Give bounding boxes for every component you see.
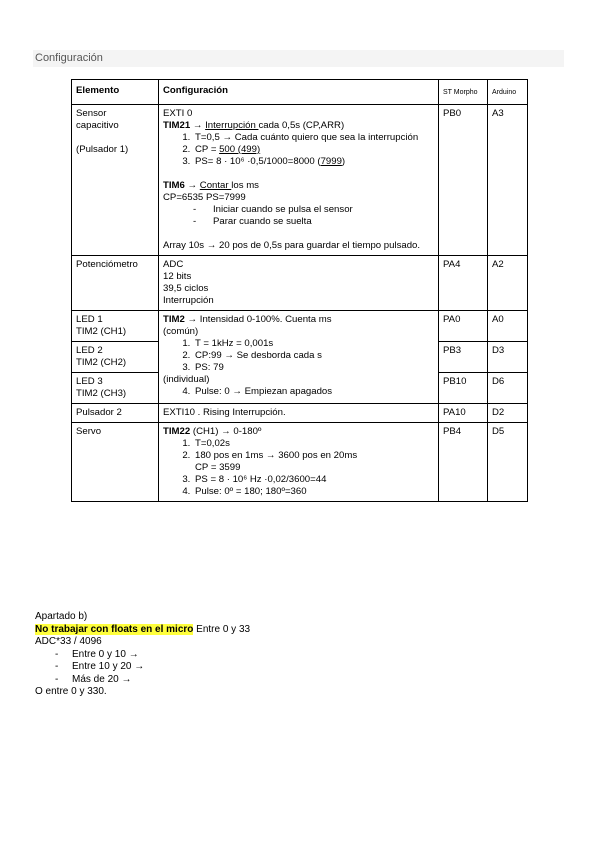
list-item: 3. PS = 8 · 10⁶ Hz ·0,02/3600=44 bbox=[193, 474, 434, 486]
leds-tim2-line bbox=[163, 314, 434, 326]
cell-servo-element: Servo bbox=[72, 423, 159, 502]
list-item bbox=[193, 450, 434, 474]
sensor-array-note: Array 10s → 20 pos de 0,5s para guardar el tiempo pulsado. bbox=[163, 240, 421, 251]
configuration-table bbox=[71, 79, 528, 502]
cell-leds-config bbox=[159, 311, 439, 404]
header-st-morpho: ST Morpho bbox=[439, 80, 488, 105]
table-row-potenciometro bbox=[72, 256, 528, 311]
tim22-rest: (CH1) → 0-180º bbox=[190, 426, 262, 437]
cell-pot-config bbox=[159, 256, 439, 311]
list-item: 3. PS: 79 bbox=[193, 362, 434, 374]
led1-name: LED 1 bbox=[76, 314, 103, 325]
leds-steps-individual bbox=[163, 386, 434, 398]
tim6-label: TIM6 bbox=[163, 180, 185, 191]
sensor-element-line2: capacitivo bbox=[76, 120, 119, 131]
cell-sensor-config bbox=[159, 105, 439, 256]
cell-led2-morpho: PB3 bbox=[439, 342, 488, 373]
leds-steps bbox=[163, 338, 434, 374]
cell-sensor-morpho: PB0 bbox=[439, 105, 488, 256]
apartado-formula: ADC*33 / 4096 bbox=[35, 636, 102, 647]
list-item: - Parar cuando se suelta bbox=[193, 216, 434, 228]
table-row-pulsador2 bbox=[72, 404, 528, 423]
sensor-element-line1: Sensor bbox=[76, 108, 107, 119]
tim22-label: TIM22 bbox=[163, 426, 191, 437]
cell-servo-arduino: D5 bbox=[488, 423, 528, 502]
apartado-closing: O entre 0 y 330. bbox=[35, 686, 107, 697]
cell-servo-config bbox=[159, 423, 439, 502]
sensor-step2-underlined: 500 (499) bbox=[219, 144, 261, 155]
list-item: - Entre 0 y 10 → bbox=[55, 649, 250, 662]
table-row-servo bbox=[72, 423, 528, 502]
led3-timer: TIM2 (CH3) bbox=[76, 388, 127, 399]
list-item: 4. Pulse: 0 → Empiezan apagados bbox=[193, 386, 434, 398]
servo-step2-text: 2. 180 pos en 1ms → 3600 pos en 20ms bbox=[195, 450, 358, 461]
cell-sensor-arduino: A3 bbox=[488, 105, 528, 256]
table-header-row bbox=[72, 80, 528, 105]
tim2-label: TIM2 bbox=[163, 314, 185, 325]
led2-name: LED 2 bbox=[76, 345, 103, 356]
cell-pulsador2-morpho: PA10 bbox=[439, 404, 488, 423]
led3-name: LED 3 bbox=[76, 376, 103, 387]
leds-comun: (común) bbox=[163, 326, 199, 337]
servo-step2-extra: CP = 3599 bbox=[195, 462, 241, 473]
apartado-list bbox=[35, 649, 250, 687]
tim6-values: CP=6535 PS=7999 bbox=[163, 192, 246, 203]
tim21-rest: cada 0,5s (CP,ARR) bbox=[258, 120, 345, 131]
list-item: - Entre 10 y 20 → bbox=[55, 661, 250, 674]
tim6-underlined: Contar bbox=[199, 180, 232, 191]
led1-timer: TIM2 (CH1) bbox=[76, 326, 127, 337]
apartado-section bbox=[35, 611, 250, 699]
list-item bbox=[193, 132, 434, 144]
apartado-title: Apartado b) bbox=[35, 611, 88, 622]
tim6-rest: los ms bbox=[231, 180, 259, 191]
cell-servo-morpho: PB4 bbox=[439, 423, 488, 502]
sensor-step2-text: CP = bbox=[195, 144, 220, 155]
header-configuracion: Configuración bbox=[159, 80, 439, 105]
led2-timer: TIM2 (CH2) bbox=[76, 357, 127, 368]
apartado-note-line bbox=[35, 624, 250, 637]
tim21-arrow: → bbox=[190, 120, 206, 131]
tim21-label: TIM21 bbox=[163, 120, 191, 131]
cell-pulsador2-arduino: D2 bbox=[488, 404, 528, 423]
tim2-rest: → Intensidad 0-100%. Cuenta ms bbox=[184, 314, 332, 325]
list-item: 4. Pulse: 0º = 180; 180º=360 bbox=[193, 486, 434, 498]
apartado-highlight: No trabajar con floats en el micro bbox=[35, 623, 194, 635]
header-elemento: Elemento bbox=[72, 80, 159, 105]
section-title: Configuración bbox=[35, 52, 103, 64]
cell-pot-arduino: A2 bbox=[488, 256, 528, 311]
sensor-bullets bbox=[163, 204, 434, 228]
tim21-underlined: Interrupción bbox=[205, 120, 259, 131]
cell-led3-arduino: D6 bbox=[488, 373, 528, 404]
list-item bbox=[193, 144, 434, 156]
pot-line-interrupcion: Interrupción bbox=[163, 295, 214, 306]
list-item bbox=[193, 156, 434, 168]
sensor-exti: EXTI 0 bbox=[163, 108, 193, 119]
header-arduino: Arduino bbox=[488, 80, 528, 105]
list-item: 1. T = 1kHz = 0,001s bbox=[193, 338, 434, 350]
sensor-tim6-line bbox=[163, 180, 434, 192]
list-item: - Iniciar cuando se pulsa el sensor bbox=[193, 204, 434, 216]
sensor-steps bbox=[163, 132, 434, 168]
section-heading-bar bbox=[33, 50, 564, 67]
sensor-step3-text: PS= 8 · 10⁶ ·0,5/1000=8000 ( bbox=[195, 156, 321, 167]
pot-line-adc: ADC bbox=[163, 259, 184, 270]
table-row-led1 bbox=[72, 311, 528, 342]
cell-led1-element bbox=[72, 311, 159, 342]
list-item: 1. T=0,02s bbox=[193, 438, 434, 450]
cell-sensor-element bbox=[72, 105, 159, 256]
list-item: 2. CP:99 → Se desborda cada s bbox=[193, 350, 434, 362]
servo-steps bbox=[163, 438, 434, 498]
cell-led2-element bbox=[72, 342, 159, 373]
cell-pulsador2-config: EXTI10 . Rising Interrupción. bbox=[159, 404, 439, 423]
cell-pot-morpho: PA4 bbox=[439, 256, 488, 311]
sensor-step3-after: ) bbox=[341, 156, 346, 167]
cell-pot-element: Potenciómetro bbox=[72, 256, 159, 311]
tim6-arrow: → bbox=[184, 180, 200, 191]
cell-led3-morpho: PB10 bbox=[439, 373, 488, 404]
cell-led1-arduino: A0 bbox=[488, 311, 528, 342]
leds-individual: (individual) bbox=[163, 374, 210, 385]
sensor-step1-text: T=0,5 → Cada cuánto quiero que sea la interrupción bbox=[195, 132, 419, 143]
cell-pulsador2-element: Pulsador 2 bbox=[72, 404, 159, 423]
servo-tim22-line bbox=[163, 426, 434, 438]
pot-line-bits: 12 bits bbox=[163, 271, 192, 282]
sensor-element-line3: (Pulsador 1) bbox=[76, 144, 129, 155]
pot-line-ciclos: 39,5 ciclos bbox=[163, 283, 209, 294]
cell-led3-element bbox=[72, 373, 159, 404]
table-row-sensor bbox=[72, 105, 528, 256]
sensor-tim21-line bbox=[163, 120, 434, 132]
sensor-step3-underlined: 7999 bbox=[320, 156, 342, 167]
apartado-highlight-rest: Entre 0 y 33 bbox=[193, 623, 251, 635]
list-item: - Más de 20 → bbox=[55, 674, 250, 687]
cell-led1-morpho: PA0 bbox=[439, 311, 488, 342]
cell-led2-arduino: D3 bbox=[488, 342, 528, 373]
